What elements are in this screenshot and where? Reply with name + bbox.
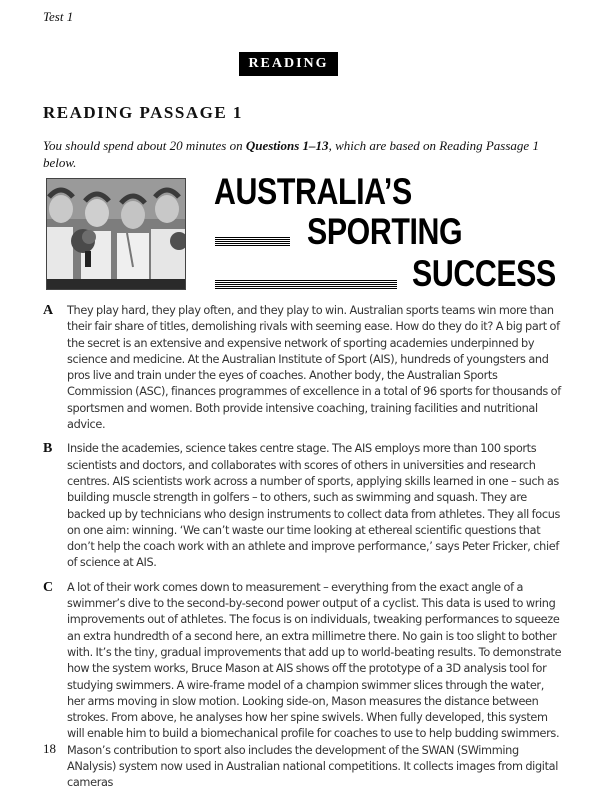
athletes-photo	[46, 178, 186, 290]
instruction-text	[43, 137, 553, 171]
paragraph-letter: C	[43, 579, 54, 595]
article-title	[200, 170, 560, 295]
article-title-line-3: SUCCESS	[412, 253, 556, 294]
athletes-photo-icon	[47, 179, 185, 289]
paragraph-a	[43, 303, 563, 433]
paragraph-letter: A	[43, 303, 54, 318]
paragraph-text: Inside the academies, science takes centre stage. The AIS employs more than 100 sports scientists and doctors, and collaborates with scores of others in universities and research centres. AIS scientists work across a number of sports, applying skills learned in one – such as building muscle strength in golfers – to others, such as swimming and squash. They are backed up by technicians who design instruments to collect data from athletes. They all focus on one aim: winning. ‘We can’t waste our time looking at ethereal scientific questions that don’t help the coach work with an athlete and improve performance,’ says Peter Fricker, chief of science at AIS.	[67, 442, 561, 570]
paragraph-letter: B	[43, 441, 53, 457]
page-number: 18	[43, 741, 56, 756]
running-head: Test 1	[43, 9, 74, 24]
article-title-line-2: SPORTING	[307, 211, 463, 252]
paragraph-b	[43, 441, 563, 571]
article-title-line-1: AUSTRALIA’S	[214, 171, 412, 212]
passage-body	[43, 303, 563, 800]
decorative-rule-1	[215, 237, 290, 246]
instruction-suffix: , which are based on Reading Passage 1 below.	[43, 138, 539, 170]
paragraph-text: They play hard, they play often, and they play to win. Australian sports teams win more than their fair share of titles, demolishing rivals with seeming ease. How do they do it? A big part of the secret is an extensive and expensive network of sporting academies underpinned by science and medicine. At the Australian Institute of Sport (AIS), hundreds of youngsters and pros live and train under the eyes of coaches. Another body, the Australian Sports Commission (ASC), finances programmes of excellence in a total of 96 sports for thousands of sportsmen and women. Both provide intensive coaching, training facilities and nutritional advice.	[67, 304, 561, 432]
instruction-prefix: You should spend about 20 minutes on	[43, 138, 246, 153]
decorative-rule-2	[215, 280, 397, 289]
section-badge: READING	[239, 52, 338, 76]
passage-title: READING PASSAGE 1	[43, 103, 243, 122]
paragraph-c	[43, 580, 563, 792]
instruction-questions: Questions 1–13	[245, 138, 329, 153]
paragraph-text: A lot of their work comes down to measurement – everything from the exact angle of a swimmer’s dive to the second-by-second power output of a cyclist. This data is used to wring improvements out of athletes. The focus is on individuals, tweaking performances to squeeze an extra hundredth of a second here, an extra millimetre there. No gain is too slight to bother with. It’s the tiny, gradual improvements that add up to world-beating results. To demonstrate how the system works, Bruce Mason at AIS shows off the prototype of a 3D analysis tool for studying swimmers. A wire-frame model of a champion swimmer slices through the water, her arms moving in slow motion. Looking side-on, Mason measures the distance between strokes. From above, he analyses how her spine swivels. When fully developed, this system will enable him to build a biomechanical profile for coaches to use to help budding swimmers. Mason’s contribution to sport also includes the development of the SWAN (SWimming ANalysis) system now used in Australian national competitions. It collects images from digital cameras	[67, 580, 562, 790]
